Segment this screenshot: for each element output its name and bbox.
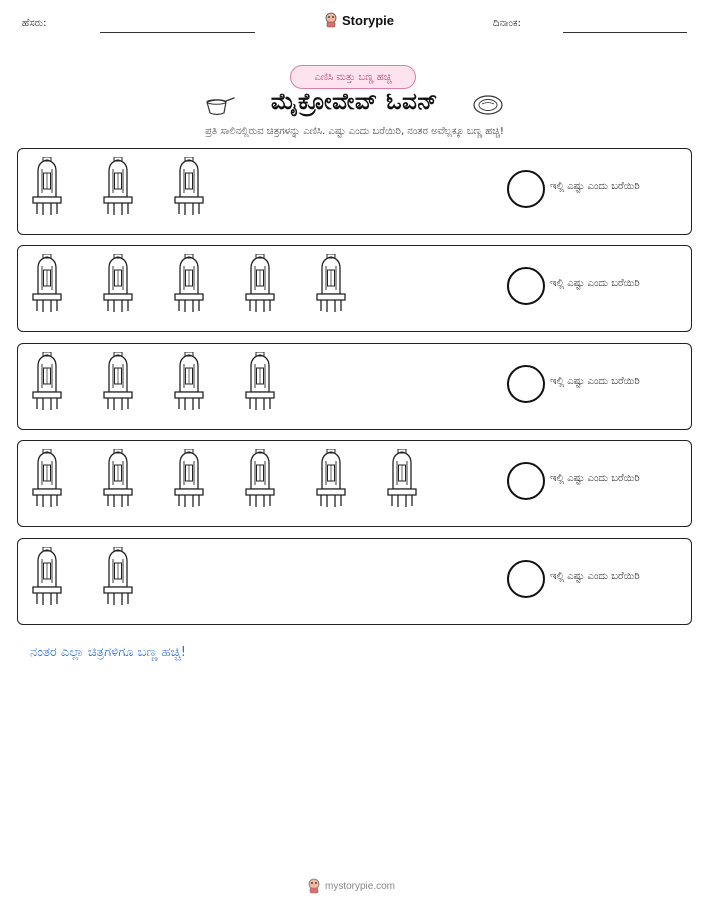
answer-circle[interactable] [507,462,545,500]
vacuum-tube-icon [385,449,419,515]
plate-icon [472,93,504,117]
footer-brand [307,878,395,894]
vacuum-tube-icon [243,254,277,320]
vacuum-tube-icon [101,157,135,223]
vacuum-tube-icon [172,449,206,515]
footer-url: mystorypie.com [325,880,396,892]
count-row [17,148,692,235]
answer-circle[interactable] [507,170,545,208]
answer-circle[interactable] [507,560,545,598]
storypie-logo-icon [307,878,321,894]
vacuum-tube-icon [314,254,348,320]
vacuum-tube-icon [101,547,135,613]
vacuum-tube-icon [30,449,64,515]
storypie-logo-icon [324,12,338,28]
answer-circle[interactable] [507,267,545,305]
activity-badge: ಎಣಿಸಿ ಮತ್ತು ಬಣ್ಣ ಹಚ್ಚಿ [290,65,416,89]
title-row [0,89,709,121]
vacuum-tube-icon [30,157,64,223]
answer-label: ಇಲ್ಲಿ ಎಷ್ಟು ಎಂದು ಬರೆಯಿರಿ [550,571,640,582]
answer-label: ಇಲ್ಲಿ ಎಷ್ಟು ಎಂದು ಬರೆಯಿರಿ [550,278,640,289]
vacuum-tube-icon [172,254,206,320]
count-row [17,440,692,527]
brand-name: Storypie [342,12,395,28]
count-row [17,538,692,625]
answer-label: ಇಲ್ಲಿ ಎಷ್ಟು ಎಂದು ಬರೆಯಿರಿ [550,376,640,387]
vacuum-tube-icon [101,352,135,418]
vacuum-tube-icon [314,449,348,515]
vacuum-tube-icon [243,352,277,418]
instructions: ಪ್ರತಿ ಸಾಲಿನಲ್ಲಿರುವ ಚಿತ್ರಗಳನ್ನು ಎಣಿಸಿ. ಎಷ್ಟು ಎಂದು ಬರೆಯಿರಿ, ನಂತರ ಅವೆಲ್ಲಕ್ಕೂ ಬಣ್ಣ ಹಚ್ಚಿ! [205,126,504,137]
answer-label: ಇಲ್ಲಿ ಎಷ್ಟು ಎಂದು ಬರೆಯಿರಿ [550,181,640,192]
vacuum-tube-icon [101,254,135,320]
answer-label: ಇಲ್ಲಿ ಎಷ್ಟು ಎಂದು ಬರೆಯಿರಿ [550,473,640,484]
date-line [563,32,687,33]
vacuum-tube-icon [243,449,277,515]
vacuum-tube-icon [30,352,64,418]
vacuum-tube-icon [30,254,64,320]
vacuum-tube-icon [101,449,135,515]
brand [324,12,394,28]
vacuum-tube-icon [30,547,64,613]
count-row [17,245,692,332]
answer-circle[interactable] [507,365,545,403]
vacuum-tube-icon [172,157,206,223]
footer-note: ನಂತರ ಎಲ್ಲಾ ಚಿತ್ರಗಳಿಗೂ ಬಣ್ಣ ಹಚ್ಚಿ! [30,645,186,660]
vacuum-tube-icon [172,352,206,418]
name-label: ಹೆಸರು: [22,18,47,29]
page-title: ಮೈಕ್ರೋವೇವ್ ಓವನ್ [270,89,439,115]
count-row [17,343,692,430]
name-line [100,32,255,33]
date-label: ದಿನಾಂಕ: [493,18,521,29]
